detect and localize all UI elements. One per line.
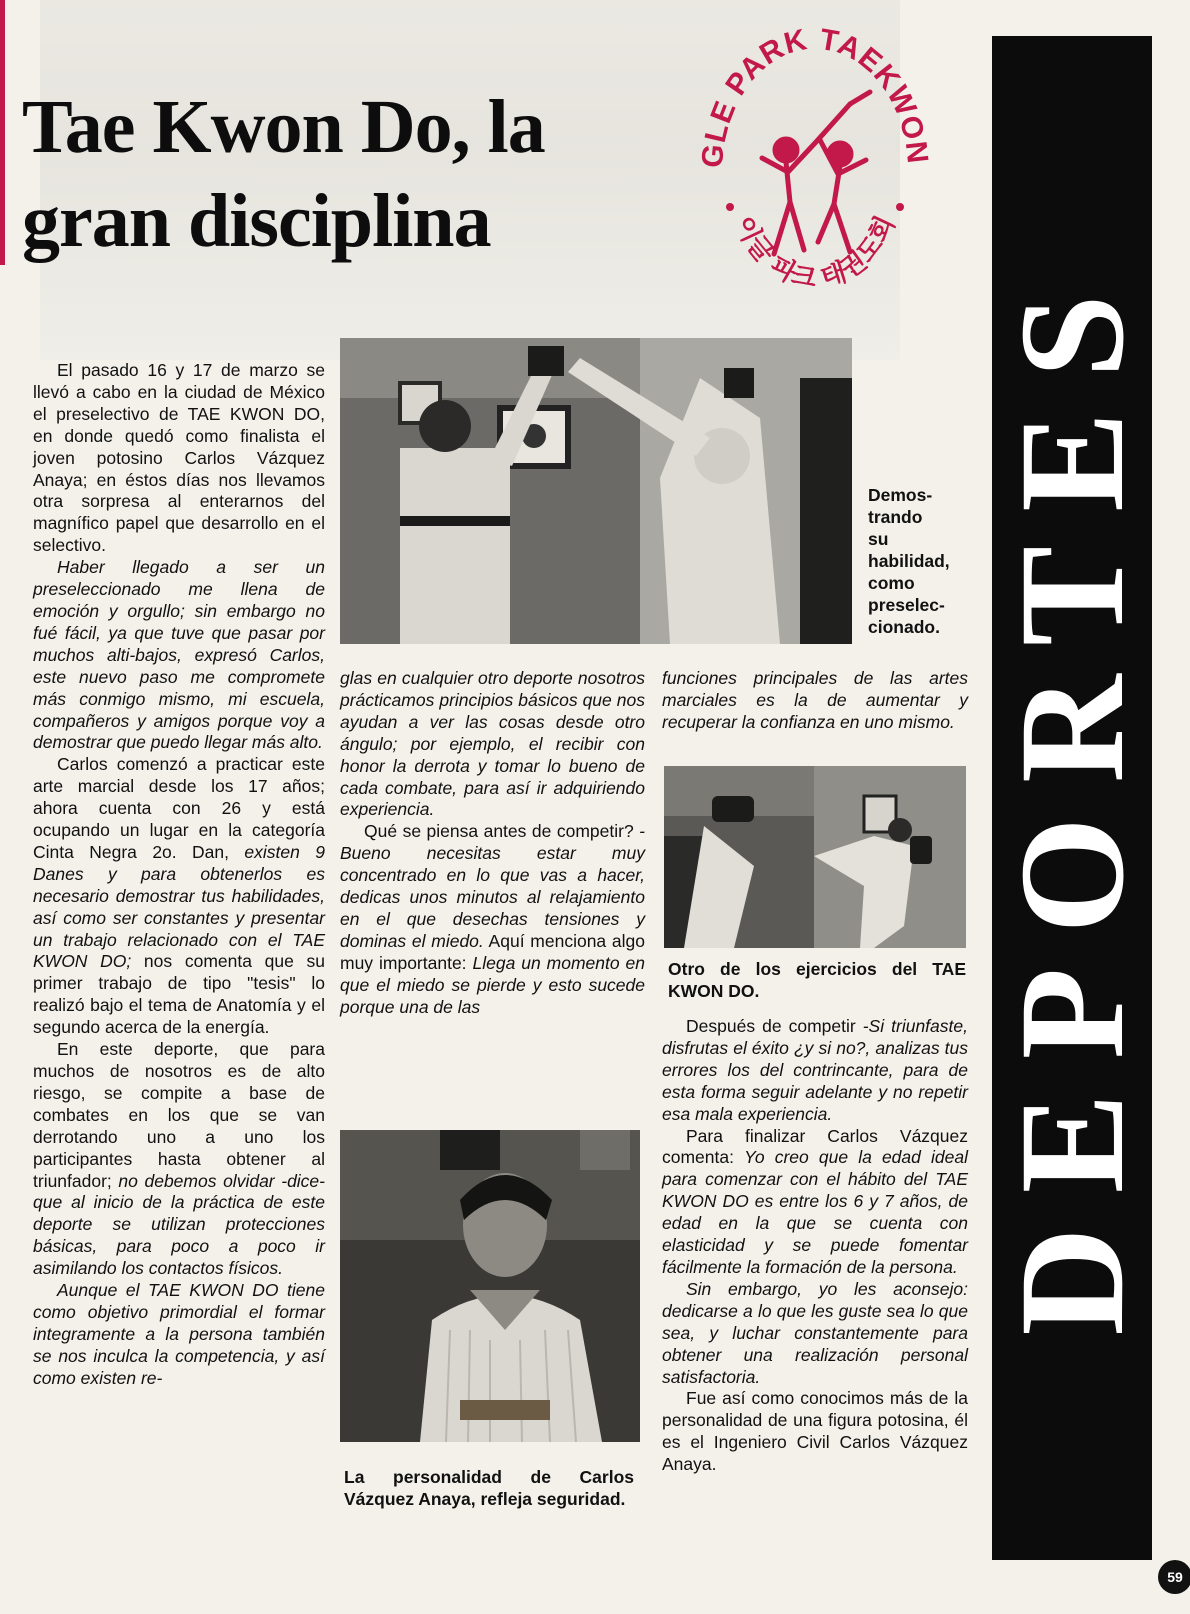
article-column-1 xyxy=(33,360,325,1390)
paragraph: El pasado 16 y 17 de marzo se llevó a cabo en la ciudad de México el preselectivo de TAE KWON DO, en donde quedó como finalista el joven potosino Carlos Vázquez Anaya; en éstos días nos llevamos otra sorpresa al enterarnos del magnífico papel que desarrollo en el selectivo. xyxy=(33,360,325,556)
photo3-caption: La personalidad de Carlos Vázquez Anaya, refleja seguridad. xyxy=(344,1467,634,1509)
headline xyxy=(22,80,682,268)
text-run: Carlos comenzó a practicar este arte marcial desde los 17 años; ahora cuenta con 26 y está ocupando un lugar en la categoría Cinta Negra 2o. Dan, xyxy=(33,754,325,862)
paragraph-quote xyxy=(340,668,645,821)
quote-text: funciones principales de las artes marciales es la de aumentar y recuperar la confianza en uno mismo. xyxy=(662,668,968,732)
logo-bottom-text: 이글 파크 태권도회 xyxy=(728,211,902,295)
section-banner-deportes xyxy=(989,36,1155,1560)
photo-portrait-carlos xyxy=(340,1130,640,1442)
paragraph xyxy=(662,1126,968,1279)
logo-top-text: LE PARK TAEKWO xyxy=(700,22,930,146)
quote-text: -Bueno necesitas estar muy concentrado en lo que vas a hacer, dedicas unos minutos al relajamiento en el que desechas tensiones y dominas el miedo. xyxy=(340,821,645,951)
article-column-3-bottom xyxy=(662,1016,968,1476)
quote-text: glas en cualquier otro deporte nosotros prácticamos principios básicos que nos ayudan a ver las cosas desde otro ángulo; por ejemplo, el recibir con honor la derrota y tomar lo bueno de cada combate, para así ir adquiriendo experiencia. xyxy=(340,668,645,820)
paragraph xyxy=(33,754,325,1039)
quote-text: Aunque el TAE KWON DO tiene como objetivo primordial el formar integramente a la persona también se nos inculca la competencia, y así como existen re- xyxy=(33,1280,325,1388)
sparring-photo-icon xyxy=(340,338,852,644)
paragraph xyxy=(33,1039,325,1280)
headline-line-1: Tae Kwon Do, la xyxy=(22,85,545,169)
text-run: Qué se piensa antes de competir? xyxy=(364,821,640,842)
text-run: Para finalizar Carlos Vázquez comenta: xyxy=(662,1125,968,1168)
paragraph-quote xyxy=(33,557,325,754)
portrait-photo-icon xyxy=(340,1130,640,1442)
text-run: Después de competir xyxy=(686,1016,863,1036)
photo-training-kick xyxy=(664,766,966,948)
article-column-3-top xyxy=(662,668,968,734)
text-run: nos comenta que su primer trabajo de tipo "tesis" lo realizó bajo el tema de Anatomía y el segundo acerca de la energía. xyxy=(33,951,326,1038)
quote-text: Haber llegado a ser un preseleccionado me llena de emoción y orgullo; sin embargo no fué fácil, ya que tuve que pasar por muchos alti-bajos, expresó Carlos, este nuevo paso me compromete más conmigo mismo, mi escuela, compañeros y amigos porque voy a demostrar que puedo llegar más alto. xyxy=(33,557,325,753)
paragraph-quote xyxy=(662,668,968,734)
svg-text:EAGLE PARK TAEKWONDO xyxy=(700,22,930,169)
paragraph: Fue así como conocimos más de la personalidad de una figura potosina, él es el Ingeniero Civil Carlos Vázquez Anaya. xyxy=(662,1388,968,1475)
quote-text: Yo creo que la edad ideal para comenzar con el hábito del TAE KWON DO es entre los 6 y 7 años, de edad en la que se cuenta con elasticidad y se puede fomentar fácilmente la formación de la persona. xyxy=(662,1147,968,1277)
headline-line-2: gran disciplina xyxy=(22,179,491,263)
eagle-park-taekwondo-logo xyxy=(700,22,930,322)
svg-text:이글 파크 태권도회 xyxy=(729,211,902,294)
photo1-caption: Demos- trando su habilidad, como preselec- cionado. xyxy=(868,485,950,637)
quote-text: no debemos olvidar -dice- que al inicio de la práctica de este deporte se utilizan protecciones básicas, para poco a poco ir asimilando los contactos físicos. xyxy=(33,1170,325,1279)
quote-text: existen 9 Danes y para obtenerlos es necesario demostrar tus habilidades, así como ser constantes y presentar un trabajo relacionado con el TAE KWON DO; xyxy=(33,841,326,972)
training-photo-icon xyxy=(664,766,966,948)
quote-text: Llega un momento en que el miedo se pierde y esto sucede porque una de las xyxy=(340,952,645,1017)
section-banner-word xyxy=(989,98,1155,1498)
photo-sparring-high-kick xyxy=(340,338,852,644)
paragraph xyxy=(662,1016,968,1126)
page-number-badge: 59 xyxy=(1158,1560,1190,1594)
taekwondo-emblem-icon xyxy=(700,22,930,322)
article-column-2 xyxy=(340,668,645,1019)
paragraph-quote xyxy=(662,1279,968,1389)
section-title: DEPORTES xyxy=(989,260,1155,1336)
photo2-caption: Otro de los ejercicios del TAE KWON DO. xyxy=(668,959,966,1001)
quote-text: -Si triunfaste, disfrutas el éxito ¿y si no?, analizas tus errores los del contrincante, para de esta forma seguir adelante y no repetir esa mala experiencia. xyxy=(662,1016,968,1124)
paragraph-quote xyxy=(33,1280,325,1390)
text-run: Aquí menciona algo muy importante: xyxy=(340,930,645,973)
quote-text: Sin embargo, yo les aconsejo: dedicarse a lo que les guste sea lo que sea, y luchar constantemente para obtener una realización personal satisfactoria. xyxy=(662,1278,968,1387)
text-run: En este deporte, que para muchos de nosotros es de alto riesgo, se compite a base de combates en los que se van derrotando uno a uno los participantes hasta obtener al triunfador; xyxy=(33,1039,325,1191)
red-accent-bar xyxy=(0,0,5,265)
paragraph xyxy=(340,821,645,1018)
